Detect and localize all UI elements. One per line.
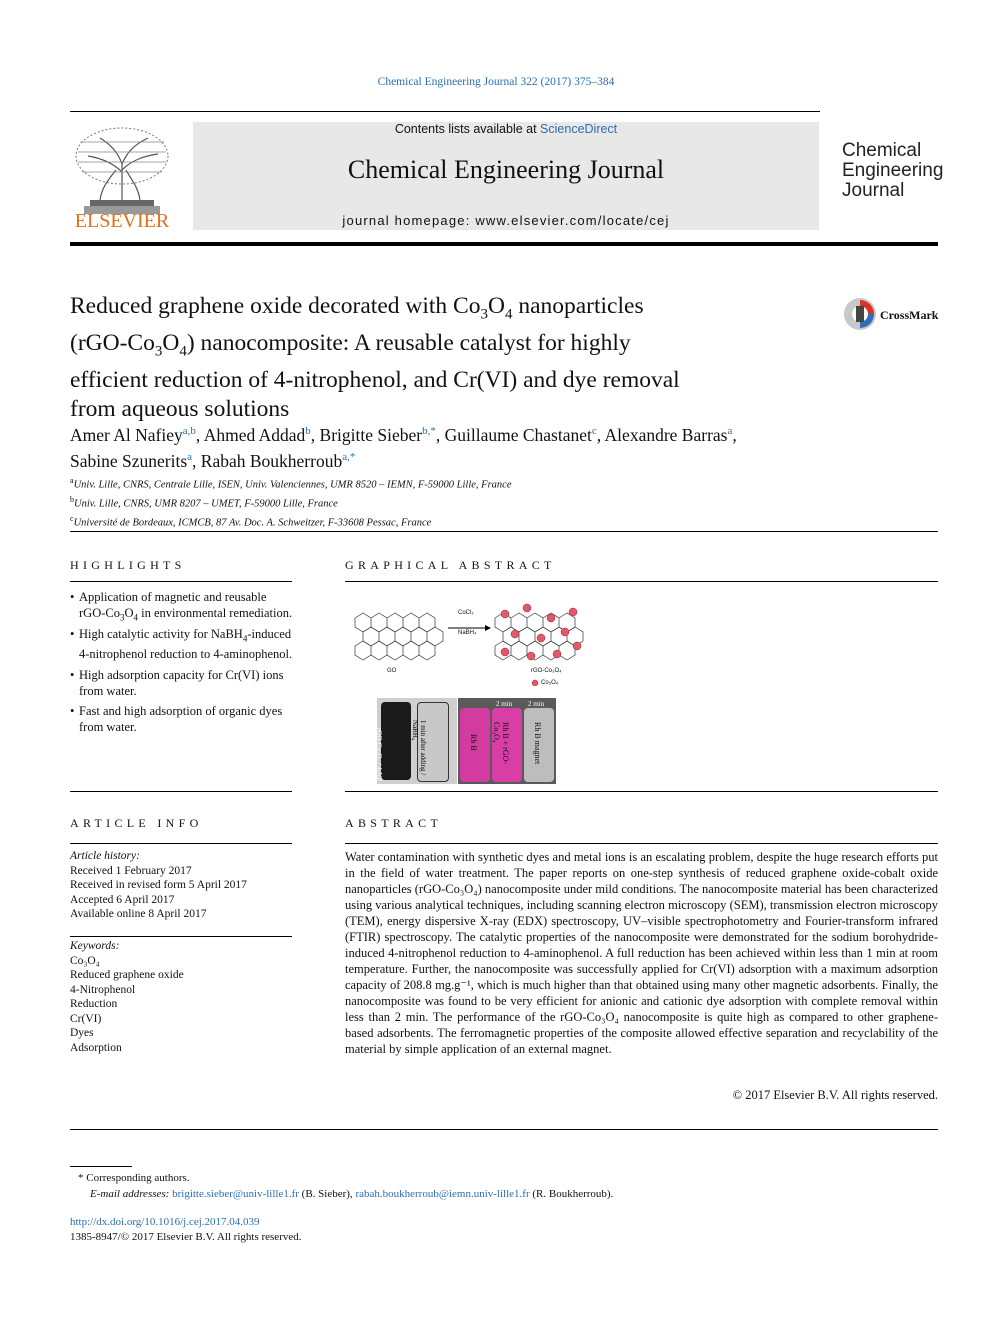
title-subscript: 3 (480, 306, 488, 323)
article-info-rule (70, 843, 292, 844)
highlight-text: Application of magnetic and reusable rGO-Co (79, 590, 267, 620)
section-rule (345, 791, 938, 792)
cover-title-line: Chemical (842, 140, 922, 161)
keywords-block (70, 939, 292, 1055)
cover-title-line: Journal (842, 180, 905, 201)
article-history (70, 849, 292, 922)
author-affiliation-marker[interactable]: c (591, 425, 597, 437)
highlights-list (70, 589, 295, 740)
title-part: O (487, 293, 505, 319)
highlight-subscript: 4 (133, 612, 138, 623)
vial-label: Rh B (469, 734, 478, 751)
highlight-item (70, 667, 295, 704)
author-separator: , (732, 424, 737, 445)
affiliations (70, 474, 930, 531)
history-entry: Available online 8 April 2017 (70, 908, 207, 920)
title-part: O (162, 330, 180, 357)
email-label: E-mail addresses: (90, 1188, 173, 1200)
author-name[interactable]: Ahmed Addad (203, 424, 306, 445)
history-entry: Accepted 6 April 2017 (70, 893, 175, 906)
cover-title-line: Engineering (842, 160, 944, 181)
affiliation-text: Univ. Lille, CNRS, UMR 8207 – UMET, F-59000 Lille, France (74, 498, 338, 510)
keyword: Co₃O₄ (70, 954, 100, 967)
affiliation (70, 474, 930, 493)
email-owner: (B. Sieber), (298, 1188, 356, 1200)
keywords-label: Keywords: (70, 940, 120, 952)
doi-link[interactable]: http://dx.doi.org/10.1016/j.cej.2017.04.039 (70, 1216, 260, 1228)
highlight-text: Fast and high adsorption of organic dyes from water. (79, 704, 283, 734)
particle-label: Co₃O₄ (541, 680, 559, 686)
highlight-item (70, 626, 295, 667)
issn-line: 1385-8947/© 2017 Elsevier B.V. All rights reserved. (70, 1231, 302, 1243)
section-rule (70, 791, 292, 792)
history-entry: Received 1 February 2017 (70, 864, 192, 877)
title-part: efficient reduction of 4-nitrophenol, and Cr(VI) and dye removal (70, 367, 680, 394)
author-name[interactable]: Alexandre Barras (604, 424, 728, 445)
author-affiliation-marker[interactable]: b,* (422, 425, 436, 437)
title-part: nanoparticles (512, 293, 644, 319)
affiliation-key: a (70, 476, 74, 485)
contents-line (193, 122, 819, 136)
author-affiliation-marker[interactable]: a (187, 451, 193, 464)
vial-label: 1 min after adding / NaBH₄ (411, 720, 427, 776)
author-list (70, 420, 930, 473)
vial-photo-4np (377, 698, 457, 784)
doi-block (70, 1215, 302, 1245)
author-name[interactable]: Brigitte Sieber (319, 424, 423, 445)
history-label: Article history: (70, 850, 140, 862)
author-separator: , (596, 424, 605, 445)
author-affiliation-marker[interactable]: a,b (182, 425, 196, 437)
footnote-rule (70, 1166, 132, 1167)
go-label: GO (387, 668, 397, 674)
reagent-top-label: CoCl₂ (458, 610, 474, 616)
graphical-abstract-rule (345, 581, 938, 582)
highlight-text: in environmental remediation. (138, 606, 293, 620)
email-line (70, 1186, 930, 1202)
title-part: (rGO-Co (70, 330, 155, 357)
highlight-text: High catalytic activity for NaBH (79, 626, 243, 641)
elsevier-wordmark: ELSEVIER (74, 210, 170, 232)
section-rule (70, 531, 938, 532)
abstract-copyright: © 2017 Elsevier B.V. All rights reserved. (732, 1088, 938, 1102)
author-name[interactable]: Sabine Szunerits (70, 451, 188, 472)
highlight-text: High adsorption capacity for Cr(VI) ions from water. (79, 667, 284, 698)
author-separator: , (435, 424, 445, 445)
header-rule (70, 111, 820, 112)
email-owner: (R. Boukherroub). (529, 1188, 614, 1200)
author-name[interactable]: Amer Al Nafiey (70, 424, 183, 445)
keyword-items (70, 954, 292, 1056)
graphical-abstract-heading: GRAPHICAL ABSTRACT (345, 558, 556, 572)
highlight-text: O (124, 606, 134, 620)
highlight-subscript: 3 (119, 612, 125, 623)
highlight-item (70, 703, 295, 740)
abstract-rule (345, 843, 938, 844)
keyword: 4-Nitrophenol (70, 983, 136, 996)
journal-reference-link[interactable]: Chemical Engineering Journal 322 (2017) 375–384 (377, 76, 615, 88)
author-name[interactable]: Guillaume Chastanet (444, 424, 592, 445)
author-affiliation-marker[interactable]: a,* (342, 451, 356, 464)
reagent-bottom-label: NaBH₄ (458, 630, 477, 636)
abstract-heading: ABSTRACT (345, 816, 443, 830)
vial (381, 702, 411, 780)
homepage-prefix: journal homepage: (342, 213, 476, 228)
vial-label: rGO-Co₃O₄ / 4-NP (375, 728, 383, 782)
contents-prefix: Contents lists available at (394, 122, 541, 136)
highlight-item (70, 589, 295, 626)
time-label: 2 min (496, 700, 513, 708)
journal-name: Chemical Engineering Journal (347, 155, 665, 184)
footnote (70, 1170, 930, 1202)
keyword: Adsorption (70, 1041, 122, 1054)
author-affiliation-marker[interactable]: a (727, 425, 733, 437)
keyword: Reduced graphene oxide (70, 969, 184, 981)
email-link-boukherroub[interactable]: rabah.boukherroub@iemn.univ-lille1.fr (355, 1188, 530, 1200)
author-affiliation-marker[interactable]: b (305, 425, 311, 437)
title-subscript: 3 (154, 343, 163, 360)
title-subscript: 4 (504, 306, 513, 323)
affiliation (70, 493, 930, 512)
affiliation-key: c (70, 514, 74, 523)
history-entry: Received in revised form 5 April 2017 (70, 879, 247, 891)
author-separator: , (192, 451, 201, 472)
corresponding-note: * Corresponding authors. (78, 1172, 190, 1184)
history-items (70, 864, 292, 922)
affiliation-key: b (70, 495, 74, 504)
rgo-label: rGO-Co₃O₄ (531, 668, 562, 674)
highlight-text: -induced 4-nitrophenol reduction to 4-aminophenol. (79, 626, 293, 661)
title-part: from aqueous solutions (70, 395, 290, 422)
elsevier-logo (70, 122, 174, 232)
affiliation-text: Université de Bordeaux, ICMCB, 87 Av. Doc. A. Schweitzer, F-33608 Pessac, France (73, 517, 432, 529)
title-part: ) nanocomposite: A reusable catalyst for highly (186, 330, 631, 357)
title-part: Reduced graphene oxide decorated with Co (70, 293, 481, 319)
author-name[interactable]: Rabah Boukherroub (200, 451, 343, 472)
highlights-rule (70, 581, 292, 582)
affiliation-text: Univ. Lille, CNRS, Centrale Lille, ISEN, Univ. Valenciennes, UMR 8520 – IEMN, F-59000 Lille, France (73, 479, 512, 491)
crossmark-icon (842, 296, 878, 332)
highlights-heading: HIGHLIGHTS (70, 558, 186, 572)
abstract-text: Water contamination with synthetic dyes and metal ions is an escalating problem, despite the huge research efforts put in the field of water treatment. The paper reports on one-step synthesis of reduced graphene oxide-cobalt oxide nanoparticles (rGO-Co₃O₄) nanocomposite under mild conditions. The nanocomposite material has been characterized using various analytical techniques, including scanning electron microscopy (SEM), transmission electron microscopy (TEM), energy dispersive X-ray (EDX) spectroscopy, UV–visible spectrophotometry and Fourier-transform infrared (FTIR) spectroscopy. The catalytic properties of the nanocomposite were demonstrated for the sodium borohydride-induced 4-nitrophenol reduction to 4-aminophenol. A full reduction has been achieved within less than 1 min at room temperature. Further, the nanocomposite was successfully applied for Cr(VI) adsorption with a maximum adsorption capacity of 208.8 mg.g⁻¹, which is much higher than that obtained using many other magnetic adsorbents. Finally, the nanocomposite was found to be very efficient for anionic and cationic dye adsorption with complete removal within less than 2 min. The performance of the rGO-Co₃O₄ nanocomposite is quite high as compared to other graphene-based adsorbents. The ferromagnetic properties of the composite allowed effective separation and recyclability of the material by simple application of an external magnet. (345, 850, 939, 1056)
homepage-url-link[interactable]: www.elsevier.com/locate/cej (475, 213, 670, 228)
article-title (70, 292, 790, 423)
keyword: Cr(VI) (70, 1012, 102, 1025)
keywords-rule (70, 936, 292, 937)
vial-label: Rh B magnet (533, 722, 542, 765)
vial-label: Rh B + rGO-Co₃O₄ (492, 722, 510, 765)
vial-photo-rhb (458, 698, 556, 784)
section-rule (70, 1129, 938, 1130)
journal-homepage (193, 213, 819, 228)
crossmark-badge[interactable] (842, 296, 942, 332)
author-separator: , (195, 424, 204, 445)
sciencedirect-link[interactable]: ScienceDirect (540, 122, 618, 136)
keyword: Dyes (70, 1027, 94, 1039)
title-subscript: 4 (179, 343, 187, 360)
email-link-sieber[interactable]: brigitte.sieber@univ-lille1.fr (172, 1188, 299, 1200)
keyword: Reduction (70, 998, 118, 1010)
author-separator: , (310, 424, 320, 445)
time-label: 2 min (528, 700, 545, 708)
graphical-abstract-figure (345, 590, 595, 790)
article-info-heading: ARTICLE INFO (70, 816, 203, 830)
journal-cover-title (842, 141, 943, 201)
header-thick-rule (70, 242, 938, 246)
crossmark-label: CrossMark (880, 308, 939, 322)
highlight-subscript: 4 (242, 633, 248, 643)
affiliation (70, 512, 930, 531)
